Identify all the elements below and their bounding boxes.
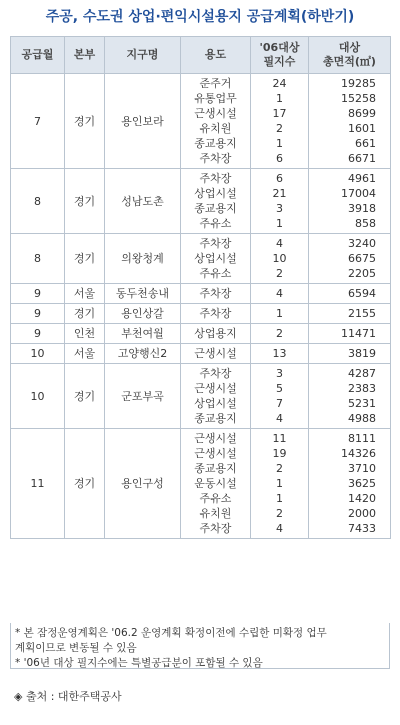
cell-lots-value: 4: [276, 412, 283, 425]
notes-box: [10, 623, 390, 669]
cell-usage-value: 근생시설: [194, 447, 237, 460]
cell-area-value: 8111: [348, 432, 376, 445]
cell-area-value: 5231: [348, 397, 376, 410]
cell-usage-value: 근생시설: [194, 382, 237, 395]
cell-area-value: 6671: [348, 152, 376, 165]
cell-usage: [181, 234, 251, 284]
cell-area-value: 6675: [348, 252, 376, 265]
cell-lots-value: 17: [272, 107, 287, 120]
cell-month: 9: [11, 324, 65, 344]
cell-branch: 인천: [65, 324, 105, 344]
cell-lots-value: 1: [276, 92, 283, 105]
cell-area-value: 3240: [348, 237, 376, 250]
cell-area-value: 661: [355, 137, 376, 150]
cell-district: 성남도촌: [105, 169, 181, 234]
cell-area: [309, 304, 391, 324]
cell-branch: 서울: [65, 344, 105, 364]
cell-usage: [181, 304, 251, 324]
cell-usage-value: 종교용지: [194, 202, 237, 215]
cell-usage-value: 주차장: [199, 307, 232, 320]
cell-area-value: 6594: [348, 287, 376, 300]
cell-usage-value: 근생시설: [194, 432, 237, 445]
header-lots-line2: 필지수: [263, 55, 296, 68]
cell-usage-value: 상업시설: [194, 397, 237, 410]
cell-area-value: 8699: [348, 107, 376, 120]
cell-usage: [181, 344, 251, 364]
cell-lots: [251, 304, 309, 324]
header-lots: [251, 37, 309, 74]
table-row: [11, 324, 391, 344]
cell-lots-value: 4: [276, 287, 283, 300]
cell-area-value: 858: [355, 217, 376, 230]
cell-lots-value: 3: [276, 202, 283, 215]
cell-usage-value: 유치원: [199, 122, 232, 135]
table-row: [11, 344, 391, 364]
cell-usage: [181, 169, 251, 234]
cell-lots-value: 21: [272, 187, 287, 200]
table-row: [11, 74, 391, 169]
cell-area-value: 15258: [341, 92, 376, 105]
cell-area-value: 4287: [348, 367, 376, 380]
header-area-line2: 총면적(㎡): [323, 55, 376, 68]
header-area: [309, 37, 391, 74]
cell-district: 군포부곡: [105, 364, 181, 429]
cell-area-value: 2383: [348, 382, 376, 395]
cell-lots: [251, 234, 309, 284]
cell-usage-value: 주유소: [199, 217, 232, 230]
cell-usage-value: 주유소: [199, 267, 232, 280]
cell-area-value: 3918: [348, 202, 376, 215]
cell-area-value: 14326: [341, 447, 376, 460]
cell-lots-value: 19: [272, 447, 287, 460]
cell-district: 용인보라: [105, 74, 181, 169]
cell-usage-value: 주차장: [199, 522, 232, 535]
cell-usage-value: 종교용지: [194, 412, 237, 425]
cell-usage-value: 상업시설: [194, 187, 237, 200]
cell-lots-value: 1: [276, 492, 283, 505]
cell-lots-value: 13: [272, 347, 287, 360]
header-month: 공급월: [11, 37, 65, 74]
cell-lots-value: 2: [276, 267, 283, 280]
cell-area: [309, 344, 391, 364]
cell-month: 8: [11, 234, 65, 284]
note-line-1: * 본 잠정운영계획은 '06.2 운영계획 확정이전에 수립한 미확정 업무: [15, 627, 327, 639]
cell-branch: 경기: [65, 74, 105, 169]
cell-area-value: 3819: [348, 347, 376, 360]
cell-lots-value: 6: [276, 152, 283, 165]
cell-lots: [251, 429, 309, 539]
cell-lots: [251, 344, 309, 364]
note-line-3: * '06년 대상 필지수에는 특별공급분이 포함될 수 있음: [15, 657, 263, 669]
table-row: [11, 284, 391, 304]
cell-usage-value: 상업용지: [194, 327, 237, 340]
cell-area-value: 3710: [348, 462, 376, 475]
cell-area-value: 19285: [341, 77, 376, 90]
cell-district: 용인상갈: [105, 304, 181, 324]
cell-usage-value: 유통업무: [194, 92, 237, 105]
cell-lots-value: 10: [272, 252, 287, 265]
cell-lots-value: 2: [276, 507, 283, 520]
cell-lots-value: 2: [276, 462, 283, 475]
cell-lots-value: 1: [276, 307, 283, 320]
cell-area-value: 2155: [348, 307, 376, 320]
cell-usage-value: 준주거: [199, 77, 232, 90]
page-title: 주공, 수도권 상업·편익시설용지 공급계획(하반기): [45, 9, 355, 25]
cell-area-value: 4988: [348, 412, 376, 425]
header-branch: 본부: [65, 37, 105, 74]
cell-month: 9: [11, 304, 65, 324]
cell-district: 부천여월: [105, 324, 181, 344]
cell-lots-value: 5: [276, 382, 283, 395]
cell-district: 의왕청계: [105, 234, 181, 284]
supply-plan-table: [10, 36, 391, 539]
cell-usage-value: 주유소: [199, 492, 232, 505]
cell-usage-value: 운동시설: [194, 477, 237, 490]
cell-usage-value: 주차장: [199, 367, 232, 380]
cell-lots-value: 1: [276, 137, 283, 150]
cell-usage: [181, 364, 251, 429]
cell-usage-value: 근생시설: [194, 347, 237, 360]
cell-lots: [251, 364, 309, 429]
cell-lots-value: 1: [276, 477, 283, 490]
cell-month: 9: [11, 284, 65, 304]
table-row: [11, 304, 391, 324]
table-body: [11, 74, 391, 539]
cell-month: 10: [11, 364, 65, 429]
cell-area-value: 2205: [348, 267, 376, 280]
cell-lots: [251, 284, 309, 304]
table-row: [11, 169, 391, 234]
table-header-row: [11, 37, 391, 74]
cell-usage: [181, 74, 251, 169]
cell-area-value: 2000: [348, 507, 376, 520]
note-line-2: 계획이므로 변동될 수 있음: [15, 642, 137, 654]
cell-district: 고양행신2: [105, 344, 181, 364]
cell-area: [309, 74, 391, 169]
header-usage: 용도: [181, 37, 251, 74]
cell-usage: [181, 429, 251, 539]
cell-month: 11: [11, 429, 65, 539]
cell-usage-value: 유치원: [199, 507, 232, 520]
cell-area: [309, 429, 391, 539]
cell-lots: [251, 169, 309, 234]
cell-usage: [181, 324, 251, 344]
cell-lots-value: 4: [276, 522, 283, 535]
cell-district: 동두천송내: [105, 284, 181, 304]
cell-branch: 경기: [65, 304, 105, 324]
cell-area: [309, 169, 391, 234]
cell-area: [309, 324, 391, 344]
cell-area: [309, 364, 391, 429]
cell-lots-value: 3: [276, 367, 283, 380]
cell-area: [309, 234, 391, 284]
table-row: [11, 364, 391, 429]
cell-lots-value: 11: [272, 432, 287, 445]
cell-area-value: 4961: [348, 172, 376, 185]
cell-branch: 경기: [65, 429, 105, 539]
cell-month: 10: [11, 344, 65, 364]
cell-district: 용인구성: [105, 429, 181, 539]
cell-lots-value: 2: [276, 122, 283, 135]
cell-area: [309, 284, 391, 304]
cell-area-value: 1601: [348, 122, 376, 135]
cell-lots-value: 24: [272, 77, 287, 90]
cell-branch: 경기: [65, 234, 105, 284]
cell-usage-value: 주차장: [199, 152, 232, 165]
cell-usage-value: 종교용지: [194, 462, 237, 475]
cell-usage-value: 주차장: [199, 172, 232, 185]
cell-area-value: 11471: [341, 327, 376, 340]
cell-branch: 서울: [65, 284, 105, 304]
cell-area-value: 17004: [341, 187, 376, 200]
cell-area-value: 1420: [348, 492, 376, 505]
cell-usage-value: 상업시설: [194, 252, 237, 265]
table-row: [11, 234, 391, 284]
cell-branch: 경기: [65, 169, 105, 234]
cell-month: 8: [11, 169, 65, 234]
cell-lots-value: 6: [276, 172, 283, 185]
cell-lots: [251, 74, 309, 169]
cell-lots-value: 4: [276, 237, 283, 250]
cell-area-value: 7433: [348, 522, 376, 535]
header-lots-line1: '06대상: [259, 41, 300, 54]
cell-usage-value: 근생시설: [194, 107, 237, 120]
cell-area-value: 3625: [348, 477, 376, 490]
cell-usage: [181, 284, 251, 304]
header-area-line1: 대상: [338, 41, 361, 54]
cell-lots: [251, 324, 309, 344]
cell-branch: 경기: [65, 364, 105, 429]
header-district: 지구명: [105, 37, 181, 74]
table-row: [11, 429, 391, 539]
cell-usage-value: 주차장: [199, 287, 232, 300]
cell-lots-value: 2: [276, 327, 283, 340]
cell-lots-value: 7: [276, 397, 283, 410]
cell-usage-value: 주차장: [199, 237, 232, 250]
source-credit: ◈ 출처 : 대한주택공사: [14, 690, 122, 703]
cell-lots-value: 1: [276, 217, 283, 230]
cell-usage-value: 종교용지: [194, 137, 237, 150]
cell-month: 7: [11, 74, 65, 169]
